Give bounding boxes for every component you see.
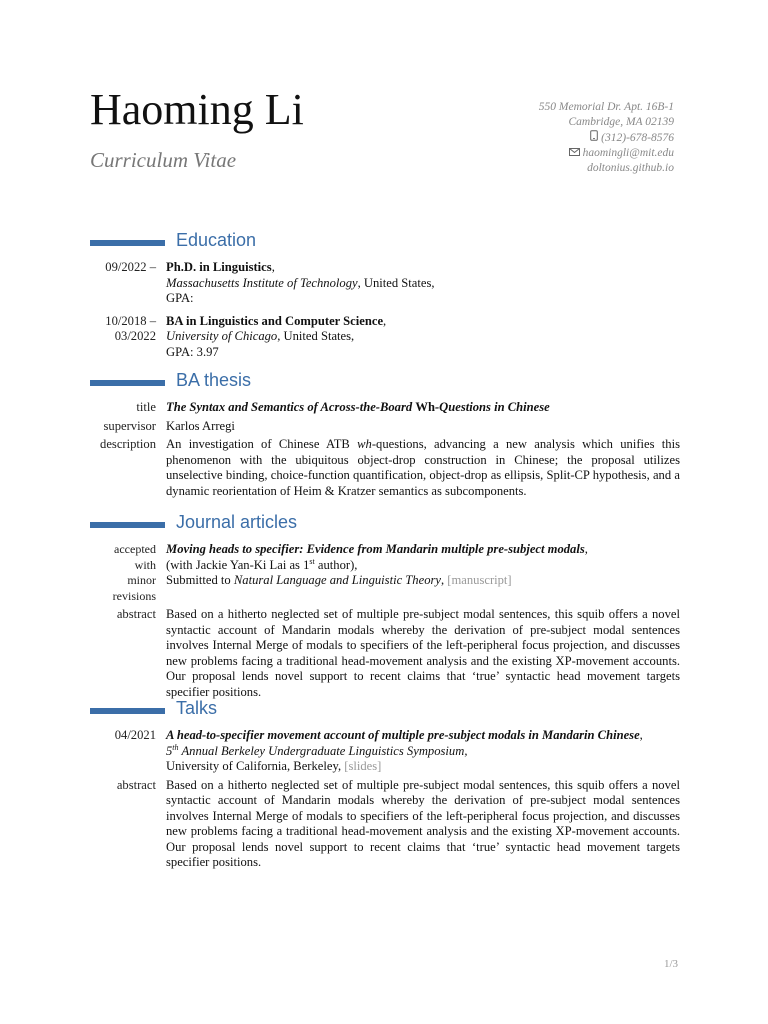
section-bar [90, 240, 165, 246]
email-link[interactable]: haomingli@mit.edu [582, 147, 674, 159]
talk-abstract-row [90, 778, 680, 871]
country: United States, [283, 329, 355, 343]
coauthor: (with Jackie Yan-Ki Lai as 1st author), [166, 556, 358, 572]
manuscript-link[interactable]: [manuscript] [447, 573, 512, 587]
row-label: supervisor [103, 418, 156, 433]
thesis-title-row [90, 400, 680, 416]
institution: Massachusetts Institute of Technology [166, 275, 358, 290]
education-heading [90, 232, 680, 254]
entry-body: BA in Linguistics and Computer Science, University of Chicago, United States, GPA: 3.97 [166, 314, 680, 361]
journal-name: Natural Language and Linguistic Theory [233, 573, 441, 587]
phone-icon [590, 130, 598, 146]
venue: University of California, Berkeley, [166, 759, 342, 773]
section-bar [90, 380, 165, 386]
abstract: Based on a hitherto neglected set of multiple pre-subject modal sentences, this squib offers a novel syntactic account of Mandarin modals whereby the derivation of pre-subject modal sentences involves Internal Merge of modals to specifiers of the left-peripheral focus projection, and discusses new problems facing a traditional head-movement analysis and the existing XP-movement accounts. Our proposal lends novel support to recent claims that ‘true’ syntactic head movement targets specifier positions. [166, 777, 680, 869]
event-name: 5th Annual Berkeley Undergraduate Linguistics Symposium, [166, 742, 468, 758]
talk-entry [90, 728, 680, 775]
thesis-section [90, 372, 680, 499]
contact-block [539, 100, 674, 176]
description: An investigation of Chinese ATB wh-questions, advancing a new analysis which unifies this phenomenon with the ubiquitous object-drop construction in Chinese; the proposal utilizes unselective binding, choice-function quantification, object-drop as ellipsis, Split-CP hypothesis, and a dynamic reorientation of Heim & Kratzer semantics as subcomponents. [166, 437, 680, 498]
section-bar [90, 522, 165, 528]
section-title: BA thesis [176, 370, 252, 390]
section-title: Journal articles [176, 512, 298, 532]
thesis-heading [90, 372, 680, 394]
row-label: abstract [116, 777, 156, 792]
abstract: Based on a hitherto neglected set of multiple pre-subject modal sentences, this squib offers a novel syntactic account of Mandarin modals whereby the derivation of pre-subject modal sentences involves Internal Merge of modals to specifiers of the left-peripheral focus projection, and discusses new problems facing a traditional head-movement analysis and the existing XP-movement accounts. Our proposal lends novel support to recent claims that ‘true’ syntactic head movement targets specifier positions. [166, 607, 680, 699]
entry-body: A head-to-specifier movement account of multiple pre-subject modals in Mandarin Chinese, 5th Annual Berkeley Undergraduate Linguistics Symposium, University of California, Berkeley, [slides] [166, 728, 680, 775]
website-link[interactable]: doltonius.github.io [587, 162, 674, 174]
section-title: Talks [176, 698, 218, 718]
journal-heading [90, 514, 680, 536]
degree: BA in Linguistics and Computer Science [166, 313, 384, 328]
row-label: description [100, 437, 156, 451]
slides-link[interactable]: [slides] [344, 759, 382, 773]
entry-date [90, 314, 166, 361]
cv-subtitle: Curriculum Vitae [90, 148, 237, 172]
cv-name: Haoming Li [90, 85, 304, 134]
row-label: title [136, 400, 156, 414]
phone-line [539, 130, 674, 146]
email-line [539, 146, 674, 161]
education-entry-phd [90, 260, 680, 307]
supervisor: Karlos Arregi [166, 418, 235, 433]
envelope-icon [569, 146, 580, 161]
thesis-description-row [90, 437, 680, 499]
thesis-supervisor-row [90, 419, 680, 435]
thesis-title: The Syntax and Semantics of Across-the-Board Wh-Questions in Chinese [166, 400, 550, 414]
journal-section [90, 514, 680, 700]
address-line-2: Cambridge, MA 02139 [568, 116, 674, 128]
section-bar [90, 708, 165, 714]
paper-title: Moving heads to specifier: Evidence from Mandarin multiple pre-subject modals [166, 542, 585, 556]
talks-section [90, 700, 680, 871]
talk-title: A head-to-specifier movement account of multiple pre-subject modals in Mandarin Chinese [166, 728, 640, 742]
date-start: 10/2018 – [105, 313, 156, 328]
education-section [90, 232, 680, 360]
entry-body: Ph.D. in Linguistics, Massachusetts Institute of Technology, United States, GPA: [166, 260, 680, 307]
publication-status: accepted with minor revisions [112, 542, 156, 603]
page-number: 1/3 [663, 958, 678, 970]
gpa: GPA: [166, 291, 194, 305]
row-label: abstract [116, 607, 156, 621]
section-title: Education [176, 230, 257, 250]
date-end: 03/2022 [114, 329, 156, 343]
education-entry-ba [90, 314, 680, 361]
institution: University of Chicago [166, 329, 278, 343]
gpa: GPA: 3.97 [166, 344, 219, 359]
entry-date: 09/2022 – [105, 260, 156, 274]
entry-body: Moving heads to specifier: Evidence from Mandarin multiple pre-subject modals, (with Jackie Yan-Ki Lai as 1st author), Submitted to Natural Language and Linguistic Theory, [manuscript] [166, 542, 680, 604]
phone-number: (312)-678-8576 [601, 132, 674, 144]
address-line-1: 550 Memorial Dr. Apt. 16B-1 [538, 101, 674, 113]
talks-heading [90, 700, 680, 722]
journal-entry [90, 542, 680, 604]
journal-abstract-row [90, 607, 680, 700]
degree: Ph.D. in Linguistics [166, 260, 272, 274]
country: United States, [363, 275, 435, 290]
entry-date: 04/2021 [114, 728, 156, 742]
